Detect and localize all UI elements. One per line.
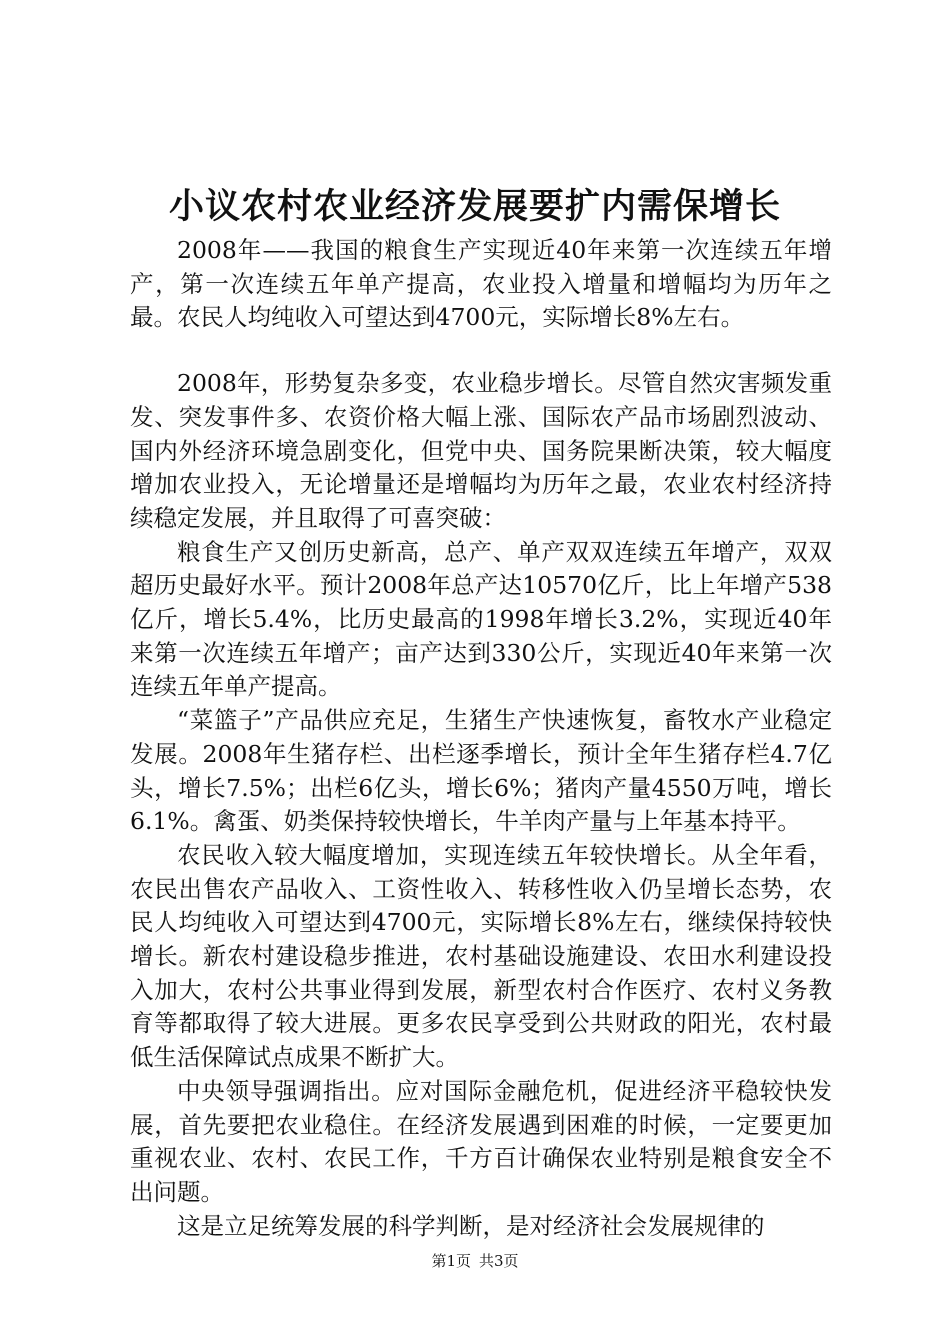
paragraph-4: “菜篮子”产品供应充足，生猪生产快速恢复，畜牧水产业稳定发展。2008年生猪存栏、出栏逐季增长，预计全年生猪存栏4.7亿头，增长7.5%；出栏6亿头，增长6%；猪肉产量4550万吨，增长6.1%。禽蛋、奶类保持较快增长，牛羊肉产量与上年基本持平。 [130,706,832,836]
paragraph-5: 农民收入较大幅度增加，实现连续五年较快增长。从全年看，农民出售农产品收入、工资性收入、转移性收入仍呈增长态势，农民人均纯收入可望达到4700元，实际增长8%左右，继续保持较快增长。新农村建设稳步推进，农村基础设施建设、农田水利建设投入加大，农村公共事业得到发展，新型农村合作医疗、农村义务教育等都取得了较大进展。更多农民享受到公共财政的阳光，农村最低生活保障试点成果不断扩大。 [130,840,832,1072]
paragraph-3: 粮食生产又创历史新高，总产、单产双双连续五年增产，双双超历史最好水平。预计2008年总产达10570亿斤，比上年增产538亿斤，增长5.4%，比历史最高的1998年增长3.2%，实现近40年来第一次连续五年增产；亩产达到330公斤，实现近40年来第一次连续五年单产提高。 [130,537,832,701]
paragraph-7: 这是立足统筹发展的科学判断，是对经济社会发展规律的 [177,1211,765,1240]
page-footer [0,1250,950,1272]
paragraph-6: 中央领导强调指出。应对国际金融危机，促进经济平稳较快发展，首先要把农业稳住。在经济发展遇到困难的时候，一定要更加重视农业、农村、农民工作，千方百计确保农业特别是粮食安全不出问题。 [130,1076,832,1206]
page-number: 第1页 [431,1252,471,1270]
document-title: 小议农村农业经济发展要扩内需保增长 [168,186,781,227]
paragraph-2: 2008年，形势复杂多变，农业稳步增长。尽管自然灾害频发重发、突发事件多、农资价格大幅上涨、国际农产品市场剧烈波动、国内外经济环境急剧变化，但党中央、国务院果断决策，较大幅度增加农业投入，无论增量还是增幅均为历年之最，农业农村经济持续稳定发展，并且取得了可喜突破： [130,369,832,532]
page-total: 共3页 [479,1252,519,1270]
document-body [130,234,832,1243]
paragraph-1: 2008年——我国的粮食生产实现近40年来第一次连续五年增产，第一次连续五年单产提高，农业投入增量和增幅均为历年之最。农民人均纯收入可望达到4700元，实际增长8%左右。 [130,236,832,332]
